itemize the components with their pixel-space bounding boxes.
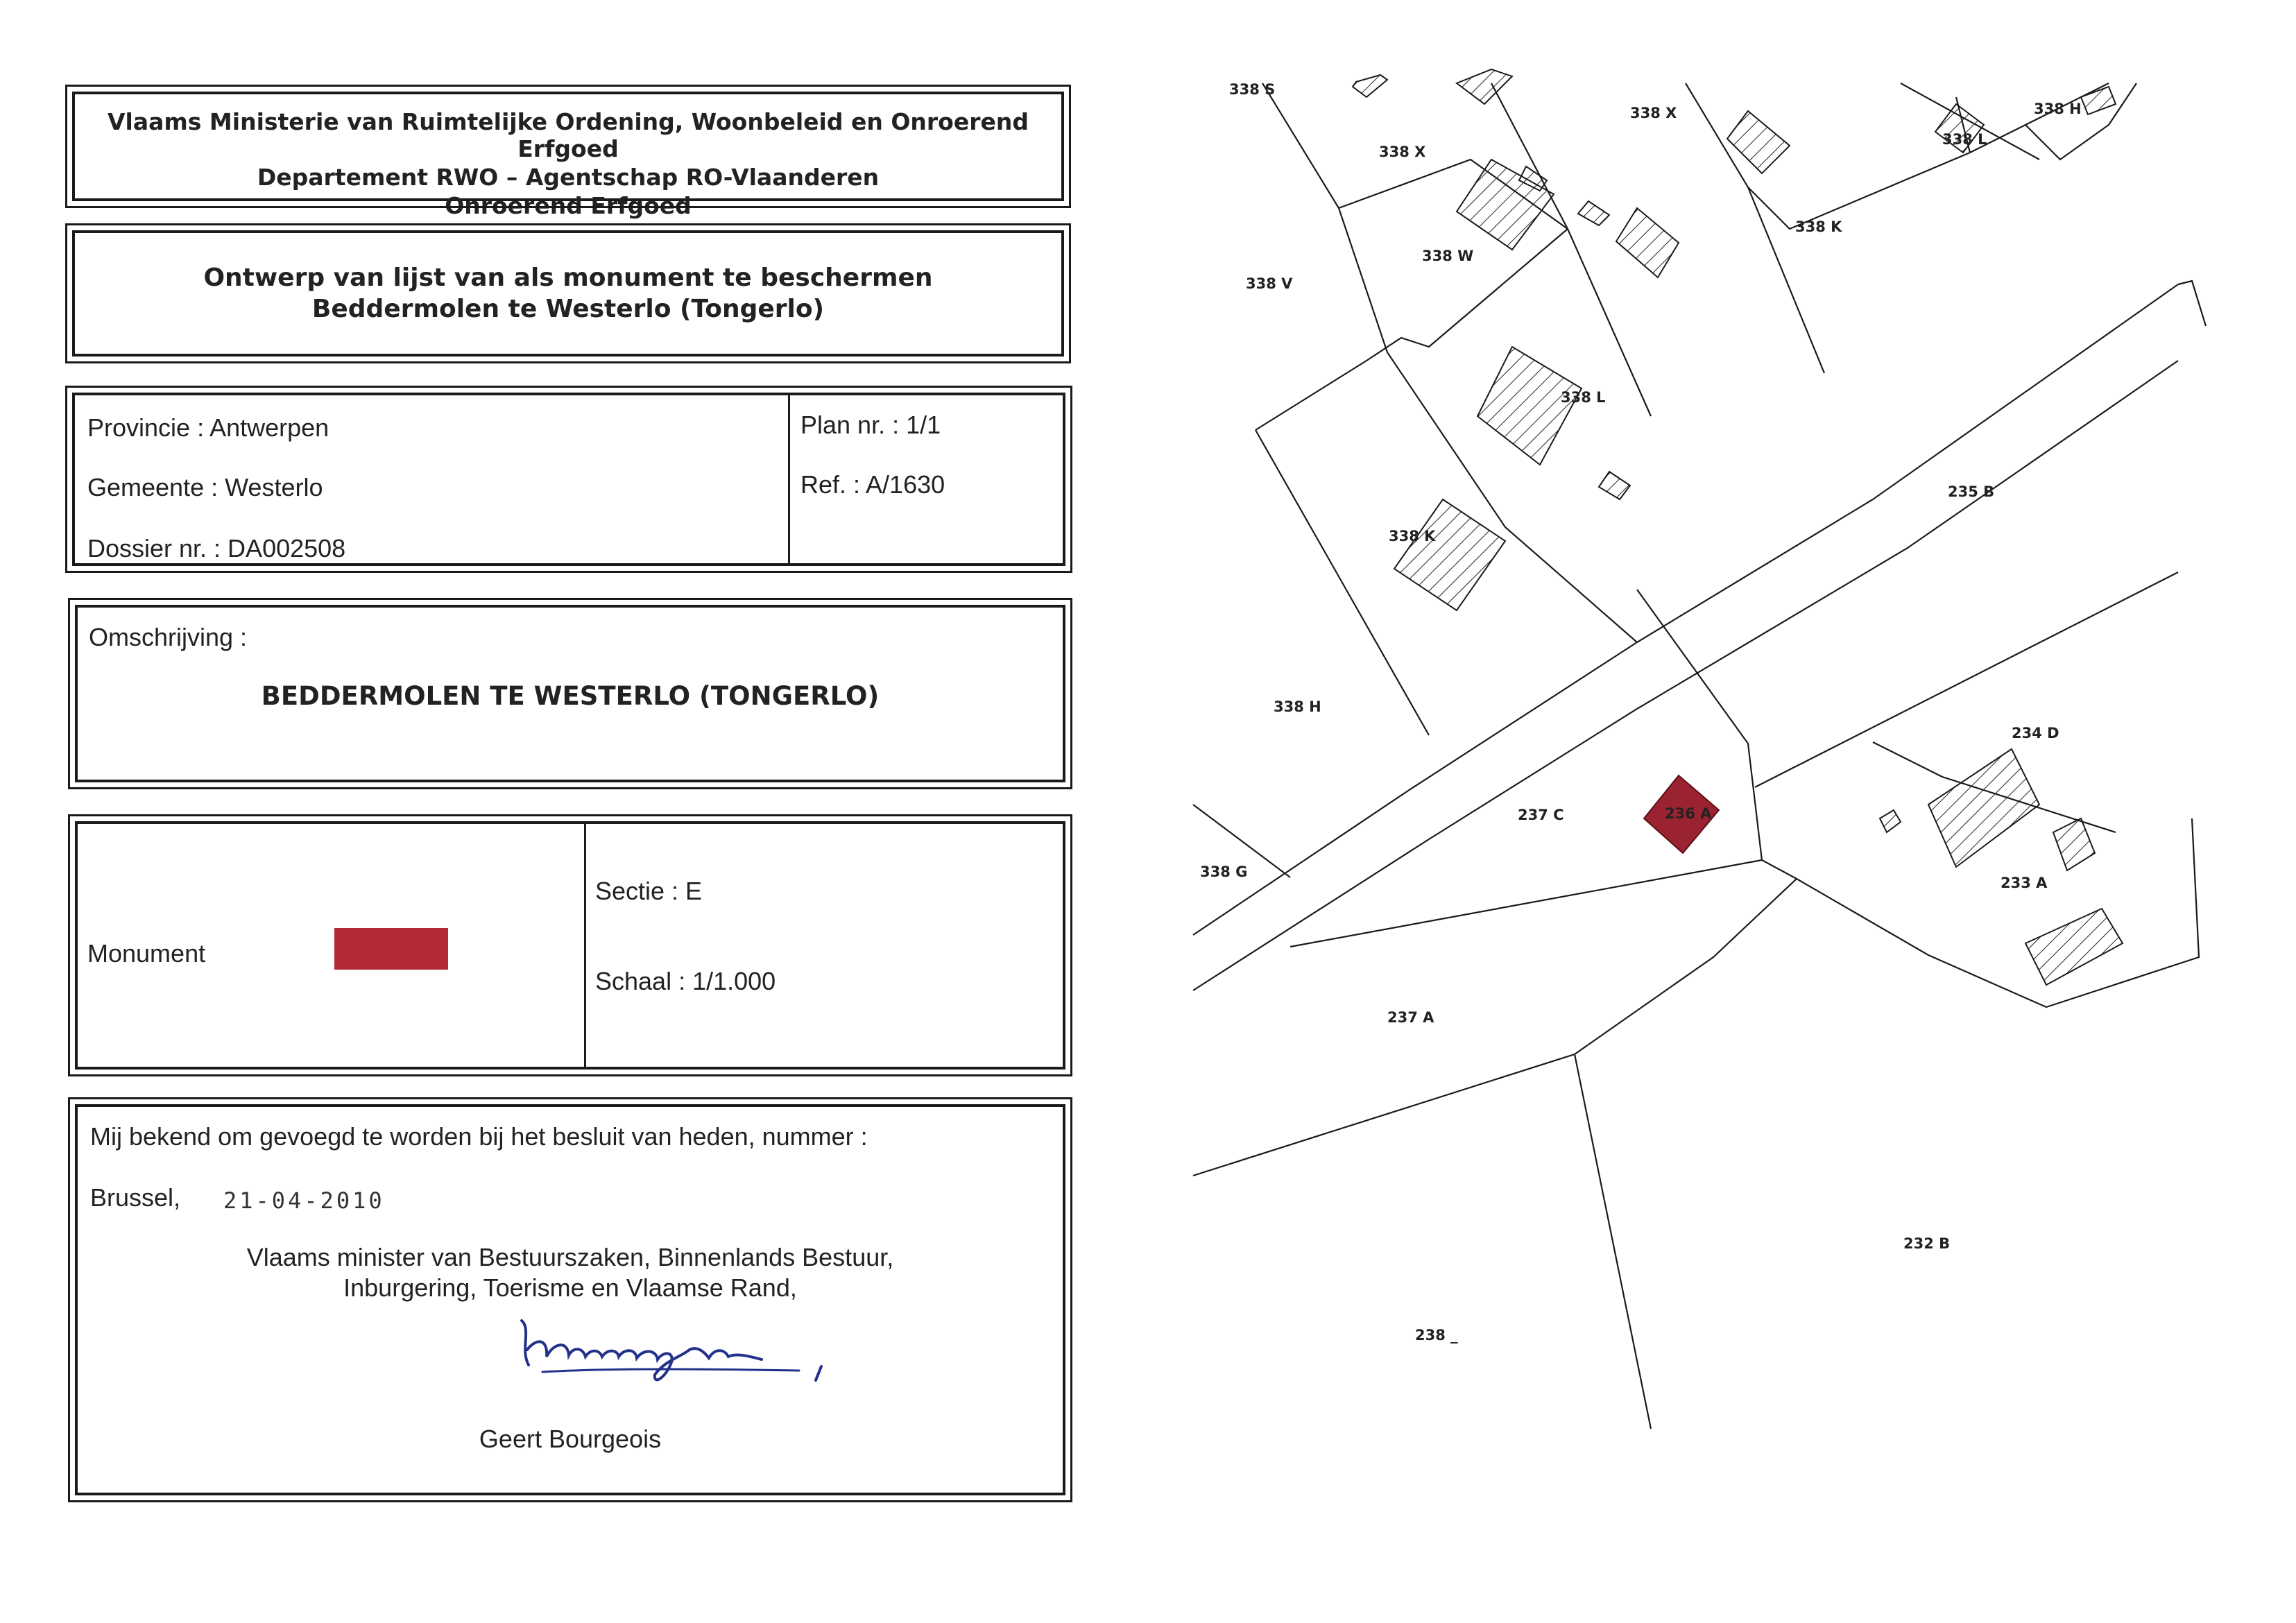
minister-line-2: Inburgering, Toerisme en Vlaamse Rand, xyxy=(343,1273,797,1302)
title-line-2: Beddermolen te Westerlo (Tongerlo) xyxy=(311,295,825,323)
plan-number-text: Plan nr. : 1/1 xyxy=(800,411,941,439)
ministry-header-box xyxy=(72,92,1064,219)
info-divider xyxy=(788,395,790,563)
parcel-label: 338 G xyxy=(1200,864,1248,880)
signature-date: 21-04-2010 xyxy=(223,1187,385,1214)
parcel-label: 338 W xyxy=(1422,248,1474,264)
reference-text: Ref. : A/1630 xyxy=(800,470,945,499)
legend-divider xyxy=(584,824,586,1067)
parcel-label-monument: 236 A xyxy=(1665,805,1712,822)
parcel-label: 338 V xyxy=(1246,275,1293,292)
signature-box xyxy=(75,1104,1065,1495)
parcel-label: 234 D xyxy=(2012,725,2059,741)
parcel-label: 338 K xyxy=(1389,528,1436,544)
parcel-label: 338 S xyxy=(1229,81,1276,98)
parcel-label: 338 H xyxy=(1274,698,1321,715)
parcel-label: 237 C xyxy=(1518,807,1564,823)
description-label: Omschrijving : xyxy=(89,623,248,651)
provincie-text: Provincie : Antwerpen xyxy=(87,413,329,442)
cadastral-map xyxy=(1179,55,2234,1554)
title-line-1: Ontwerp van lijst van als monument te beschermen xyxy=(203,264,933,292)
dossier-text: Dossier nr. : DA002508 xyxy=(87,534,346,563)
parcel-labels xyxy=(1200,81,2082,1343)
buildings xyxy=(1353,69,2123,985)
minister-name: Geert Bourgeois xyxy=(479,1425,662,1453)
parcel-label: 237 A xyxy=(1387,1009,1434,1026)
title-box xyxy=(72,230,1064,357)
signature-city: Brussel, xyxy=(90,1183,181,1212)
parcel-label: 338 X xyxy=(1630,105,1677,121)
parcel-label: 338 L xyxy=(1942,131,1987,148)
description-text: BEDDERMOLEN TE WESTERLO (TONGERLO) xyxy=(261,681,880,711)
info-box xyxy=(72,393,1065,566)
handwritten-signature xyxy=(508,1308,841,1391)
signature-intro: Mij bekend om gevoegd te worden bij het besluit van heden, nummer : xyxy=(90,1122,868,1151)
parcel-boundaries xyxy=(1193,83,2206,1429)
parcel-label: 235 B xyxy=(1948,483,1995,500)
monument-swatch xyxy=(334,928,448,970)
minister-line-1: Vlaams minister van Bestuurszaken, Binnenlands Bestuur, xyxy=(246,1243,894,1271)
description-box xyxy=(75,605,1065,782)
parcel-label: 338 H xyxy=(2034,101,2082,117)
parcel-label: 238 _ xyxy=(1415,1327,1458,1343)
parcel-label: 338 K xyxy=(1795,218,1842,235)
schaal-text: Schaal : 1/1.000 xyxy=(595,967,776,995)
monument-label: Monument xyxy=(87,939,206,968)
parcel-label: 338 X xyxy=(1379,144,1426,160)
ministry-line-1: Vlaams Ministerie van Ruimtelijke Ordening, Woonbeleid en Onroerend Erfgoed xyxy=(108,108,1029,162)
gemeente-text: Gemeente : Westerlo xyxy=(87,473,323,501)
legend-box xyxy=(75,821,1065,1070)
ministry-line-3: Onroerend Erfgoed xyxy=(445,192,692,219)
parcel-label: 338 L xyxy=(1561,389,1606,406)
sectie-text: Sectie : E xyxy=(595,877,703,905)
ministry-line-2: Departement RWO – Agentschap RO-Vlaanderen xyxy=(257,164,880,191)
parcel-label: 232 B xyxy=(1903,1235,1951,1252)
parcel-label: 233 A xyxy=(2001,875,2048,891)
